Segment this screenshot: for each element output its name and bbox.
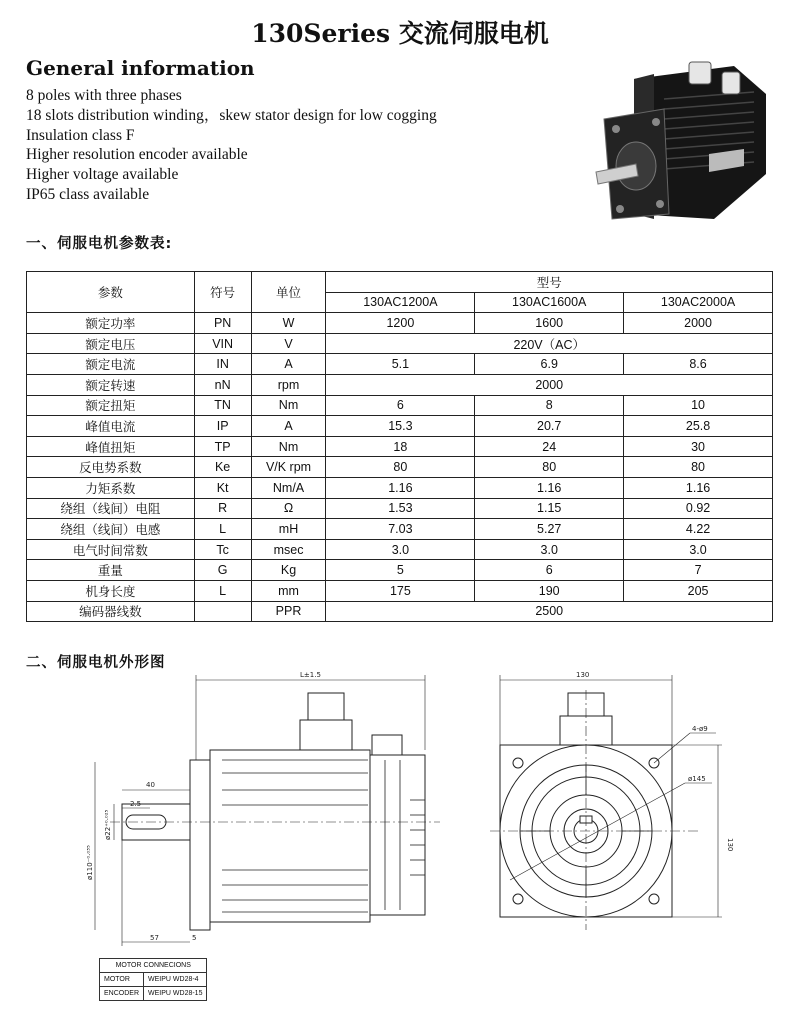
- header-param: 参数: [27, 272, 195, 313]
- front-view: [490, 671, 734, 930]
- param-value: 175: [326, 580, 475, 601]
- connection-value: WEIPU WD28-4: [144, 973, 207, 987]
- param-unit: mm: [251, 580, 326, 601]
- param-symbol: IP: [194, 416, 251, 437]
- param-value: 205: [624, 580, 773, 601]
- param-row: [27, 416, 773, 437]
- param-name: 峰值电流: [27, 416, 195, 437]
- param-symbol: [194, 601, 251, 622]
- param-value: 5.1: [326, 354, 475, 375]
- param-value: 4.22: [624, 519, 773, 540]
- param-row: [27, 560, 773, 581]
- param-name: 绕组（线间）电阻: [27, 498, 195, 519]
- feature-item: 8 poles with three phases: [26, 87, 182, 104]
- param-row: [27, 519, 773, 540]
- param-name: 反电势系数: [27, 457, 195, 478]
- param-row: [27, 354, 773, 375]
- param-unit: V/K rpm: [251, 457, 326, 478]
- param-name: 峰值扭矩: [27, 436, 195, 457]
- param-unit: Nm: [251, 436, 326, 457]
- param-name: 电气时间常数: [27, 539, 195, 560]
- param-symbol: L: [194, 580, 251, 601]
- param-value: 1.15: [475, 498, 624, 519]
- header-unit: 单位: [251, 272, 326, 313]
- param-unit: W: [251, 313, 326, 334]
- param-unit: rpm: [251, 374, 326, 395]
- param-value: 25.8: [624, 416, 773, 437]
- param-value: 6: [475, 560, 624, 581]
- param-value: 15.3: [326, 416, 475, 437]
- connection-label: ENCODER: [100, 987, 144, 1001]
- header-symbol: 符号: [194, 272, 251, 313]
- servo-motor-photo: [594, 54, 774, 229]
- param-unit: Nm/A: [251, 477, 326, 498]
- param-symbol: R: [194, 498, 251, 519]
- param-row: [27, 477, 773, 498]
- param-symbol: TN: [194, 395, 251, 416]
- param-unit: A: [251, 354, 326, 375]
- param-value: 3.0: [624, 539, 773, 560]
- section-params-heading: 一、伺服电机参数表:: [26, 236, 173, 252]
- param-name: 力矩系数: [27, 477, 195, 498]
- param-value: 24: [475, 436, 624, 457]
- connection-label: MOTOR: [100, 973, 144, 987]
- param-value: 5.27: [475, 519, 624, 540]
- header-model: 130AC1600A: [475, 292, 624, 313]
- param-value: 30: [624, 436, 773, 457]
- param-row: [27, 374, 773, 395]
- param-value: 5: [326, 560, 475, 581]
- param-row: [27, 313, 773, 334]
- param-value: 1600: [475, 313, 624, 334]
- params-table: [26, 271, 773, 622]
- dim-5-label: 5: [192, 934, 197, 942]
- param-row: [27, 333, 773, 354]
- param-row: [27, 436, 773, 457]
- param-value: 6: [326, 395, 475, 416]
- dim-pilot-label: ø110⁻⁰·⁰³⁵: [86, 845, 94, 880]
- dim-length-label: L±1.5: [300, 671, 321, 679]
- param-unit: msec: [251, 539, 326, 560]
- general-info-heading: General information: [26, 56, 255, 80]
- param-value: 190: [475, 580, 624, 601]
- param-row: [27, 457, 773, 478]
- param-name: 额定电流: [27, 354, 195, 375]
- param-value: 80: [624, 457, 773, 478]
- dim-40-label: 40: [146, 781, 155, 789]
- param-symbol: G: [194, 560, 251, 581]
- param-name: 编码器线数: [27, 601, 195, 622]
- param-row: [27, 395, 773, 416]
- connection-value: WEIPU WD28-15: [144, 987, 207, 1001]
- dim-2-5-label: 2.5: [130, 800, 142, 808]
- param-value: 3.0: [475, 539, 624, 560]
- param-value-merged: 220V（AC）: [326, 333, 773, 354]
- param-name: 额定电压: [27, 333, 195, 354]
- param-value: 7: [624, 560, 773, 581]
- param-name: 额定扭矩: [27, 395, 195, 416]
- param-name: 机身长度: [27, 580, 195, 601]
- param-row: [27, 580, 773, 601]
- param-row: [27, 539, 773, 560]
- param-row: [27, 498, 773, 519]
- param-value: 1.16: [624, 477, 773, 498]
- feature-item: Insulation class F: [26, 126, 135, 144]
- motor-connections-table: [99, 958, 207, 1001]
- header-model: 130AC2000A: [624, 292, 773, 313]
- param-symbol: IN: [194, 354, 251, 375]
- param-symbol: PN: [194, 313, 251, 334]
- param-name: 额定转速: [27, 374, 195, 395]
- param-value: 2000: [624, 313, 773, 334]
- param-unit: Nm: [251, 395, 326, 416]
- param-symbol: TP: [194, 436, 251, 457]
- feature-item: Higher resolution encoder available: [26, 146, 248, 164]
- param-symbol: Tc: [194, 539, 251, 560]
- dim-width-label: 130: [576, 671, 590, 679]
- param-symbol: Ke: [194, 457, 251, 478]
- param-unit: Kg: [251, 560, 326, 581]
- param-value: 18: [326, 436, 475, 457]
- param-value: 3.0: [326, 539, 475, 560]
- section-drawing-heading: 二、伺服电机外形图: [26, 655, 166, 671]
- page-title: 130Series 交流伺服电机: [251, 19, 549, 48]
- param-unit: A: [251, 416, 326, 437]
- param-symbol: L: [194, 519, 251, 540]
- param-value: 1.53: [326, 498, 475, 519]
- param-name: 绕组（线间）电感: [27, 519, 195, 540]
- param-unit: Ω: [251, 498, 326, 519]
- param-name: 额定功率: [27, 313, 195, 334]
- param-value: 8: [475, 395, 624, 416]
- param-unit: PPR: [251, 601, 326, 622]
- param-unit: mH: [251, 519, 326, 540]
- dim-height-label: 130: [726, 838, 734, 852]
- param-value: 80: [475, 457, 624, 478]
- param-value: 1200: [326, 313, 475, 334]
- param-symbol: VIN: [194, 333, 251, 354]
- header-model-group: 型号: [326, 272, 773, 293]
- feature-item: Higher voltage available: [26, 166, 179, 184]
- param-value: 10: [624, 395, 773, 416]
- param-symbol: nN: [194, 374, 251, 395]
- param-value-merged: 2000: [326, 374, 773, 395]
- param-value: 7.03: [326, 519, 475, 540]
- dim-shaft-label: ø22⁺⁰·⁰²⁵: [104, 809, 112, 840]
- param-value: 20.7: [475, 416, 624, 437]
- param-name: 重量: [27, 560, 195, 581]
- feature-list: [26, 86, 437, 205]
- param-value: 0.92: [624, 498, 773, 519]
- dim-bolt-circle-label: ø145: [688, 775, 706, 783]
- param-value: 1.16: [326, 477, 475, 498]
- side-view: [86, 671, 440, 946]
- param-value: 80: [326, 457, 475, 478]
- param-unit: V: [251, 333, 326, 354]
- feature-item: 18 slots distribution winding，skew stator design for low cogging: [26, 106, 437, 124]
- param-row: [27, 601, 773, 622]
- dim-57-label: 57: [150, 934, 159, 942]
- param-value: 1.16: [475, 477, 624, 498]
- connections-title: MOTOR CONNECIONS: [100, 959, 207, 973]
- feature-item: IP65 class available: [26, 185, 150, 203]
- param-value-merged: 2500: [326, 601, 773, 622]
- param-symbol: Kt: [194, 477, 251, 498]
- dim-holes-label: 4-ø9: [692, 725, 708, 733]
- param-value: 6.9: [475, 354, 624, 375]
- param-value: 8.6: [624, 354, 773, 375]
- header-model: 130AC1200A: [326, 292, 475, 313]
